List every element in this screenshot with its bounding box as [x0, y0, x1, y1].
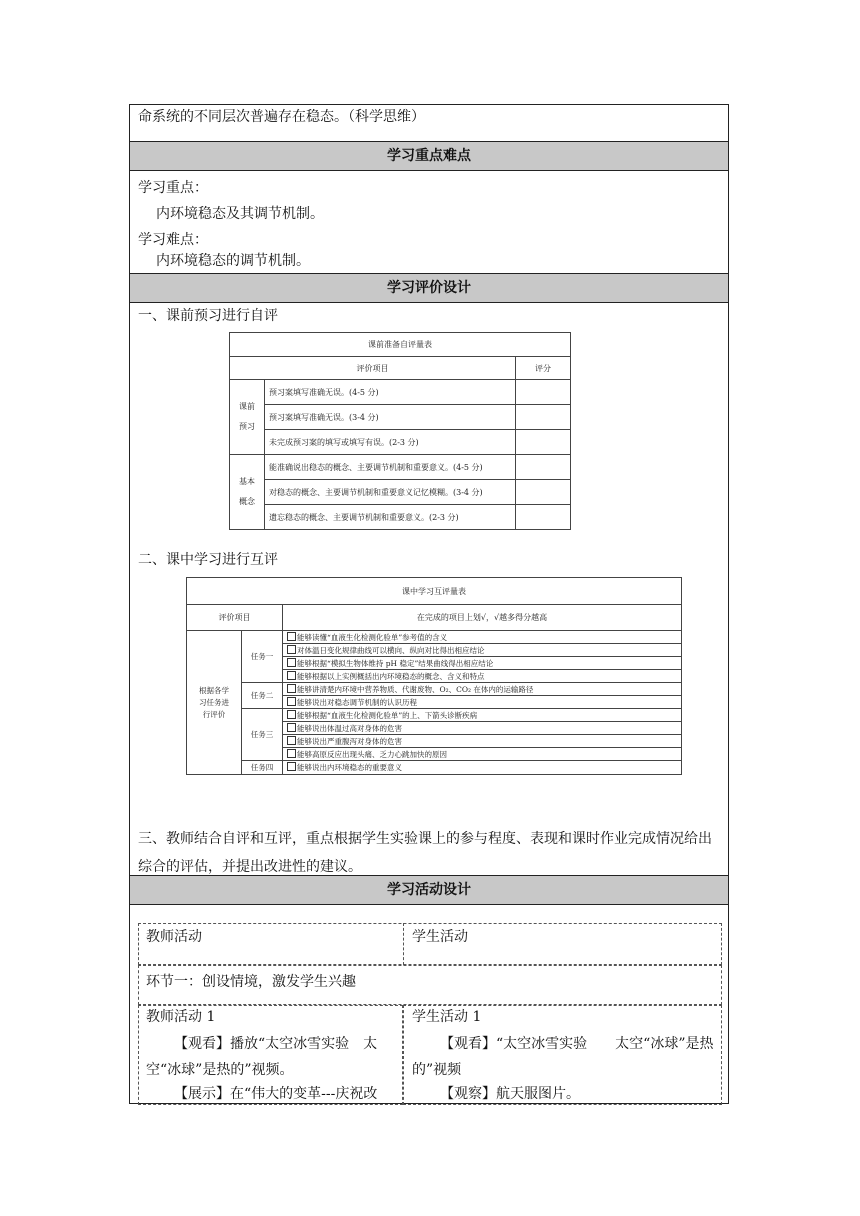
difficulty-label: 学习难点： — [138, 232, 208, 248]
continuation-text: 命系统的不同层次普遍存在稳态。（科学思维） — [138, 109, 425, 125]
checkbox-icon[interactable] — [287, 697, 296, 706]
task-item-text: 能够高原反应出现头痛、乏力心跳加快的原因 — [297, 749, 447, 759]
score-cell[interactable] — [516, 430, 571, 455]
task-item[interactable] — [283, 709, 682, 722]
score-cell[interactable] — [516, 405, 571, 430]
task-item[interactable] — [283, 735, 682, 748]
group-label-line: 基本 — [239, 477, 255, 486]
checkbox-icon[interactable] — [287, 658, 296, 667]
col-header-item: 评价项目 — [187, 605, 283, 631]
task-label: 任务四 — [242, 761, 283, 775]
task-item-text: 能够根据“血液生化检测化验单”的上、下箭头诊断疾病 — [297, 710, 478, 720]
student-activity-text: 【观看】“太空冰雪实验 太空“冰球”是热的”视频 — [412, 1036, 714, 1078]
self-eval-heading: 一、课前预习进行自评 — [138, 308, 278, 324]
task-item[interactable] — [283, 657, 682, 670]
peer-eval-table — [186, 577, 682, 775]
self-eval-table — [229, 332, 571, 530]
score-cell[interactable] — [516, 455, 571, 480]
checkbox-icon[interactable] — [287, 684, 296, 693]
teacher-activity-text: 【展示】在“伟大的变革---庆祝改 — [174, 1086, 378, 1102]
task-item-text: 能够读懂“血液生化检测化验单”参考值的含义 — [297, 632, 448, 642]
group-label-line: 概念 — [239, 497, 255, 506]
task-item-text: 能够说出体温过高对身体的危害 — [297, 723, 402, 733]
checkbox-icon[interactable] — [287, 723, 296, 732]
section-header-evaluation: 学习评价设计 — [130, 273, 728, 303]
criterion-row: 预习案填写准确无误。(3-4 分) — [265, 405, 516, 430]
task-item-text: 对体温日变化规律曲线可以横向、纵向对比得出相应结论 — [297, 645, 485, 655]
side-label-line: 根据各学 — [199, 685, 229, 695]
student-activity-text: 【观察】航天服图片。 — [440, 1086, 580, 1102]
score-cell[interactable] — [516, 480, 571, 505]
checkbox-icon[interactable] — [287, 762, 296, 771]
criterion-row: 未完成预习案的填写或填写有误。(2-3 分) — [265, 430, 516, 455]
score-cell[interactable] — [516, 505, 571, 530]
task-item[interactable] — [283, 722, 682, 735]
checkbox-icon[interactable] — [287, 645, 296, 654]
checkbox-icon[interactable] — [287, 749, 296, 758]
group-label-line: 课前 — [239, 402, 255, 411]
checkbox-icon[interactable] — [287, 736, 296, 745]
checkbox-icon[interactable] — [287, 632, 296, 641]
checkbox-icon[interactable] — [287, 671, 296, 680]
checkbox-icon[interactable] — [287, 710, 296, 719]
criterion-row: 对稳态的概念、主要调节机制和重要意义记忆模糊。(3-4 分) — [265, 480, 516, 505]
criterion-row: 预习案填写准确无误。(4-5 分) — [265, 380, 516, 405]
side-label-line: 习任务进 — [199, 697, 229, 707]
task-label: 任务二 — [242, 683, 283, 709]
focus-text: 内环境稳态及其调节机制。 — [156, 206, 324, 222]
student-activity-title: 学生活动 1 — [412, 1009, 482, 1025]
focus-label: 学习重点： — [138, 180, 208, 196]
task-item[interactable] — [283, 670, 682, 683]
teacher-eval-paragraph: 三、教师结合自评和互评，重点根据学生实验课上的参与程度、表现和课时作业完成情况给出综合的评估，并提出改进性的建议。 — [138, 831, 712, 875]
lesson-plan-table — [129, 104, 729, 1104]
task-item[interactable] — [283, 644, 682, 657]
task-label: 任务一 — [242, 631, 283, 683]
teacher-activity-title: 教师活动 1 — [146, 1009, 216, 1025]
side-label-line: 行评价 — [202, 709, 226, 719]
group-label-concept — [230, 455, 265, 530]
task-item[interactable] — [283, 761, 682, 775]
difficulty-text: 内环境稳态的调节机制。 — [156, 253, 310, 269]
peer-eval-title: 课中学习互评量表 — [187, 578, 682, 605]
task-item-text: 能够讲清楚内环境中营养物质、代谢废物、O₂、CO₂ 在体内的运输路径 — [297, 684, 534, 694]
group-label-line: 预习 — [239, 422, 255, 431]
criterion-row: 能准确说出稳态的概念、主要调节机制和重要意义。(4-5 分) — [265, 455, 516, 480]
student-column-header: 学生活动 — [412, 929, 468, 945]
group-label-preview — [230, 380, 265, 455]
col-header-desc: 在完成的项目上划√，√越多得分越高 — [283, 605, 682, 631]
section-header-activity: 学习活动设计 — [130, 875, 728, 905]
col-header-item: 评价项目 — [230, 357, 516, 380]
task-item[interactable] — [283, 631, 682, 644]
col-header-score: 评分 — [516, 357, 571, 380]
section-header-key-points: 学习重点难点 — [130, 141, 728, 171]
score-cell[interactable] — [516, 380, 571, 405]
criterion-row: 遗忘稳态的概念、主要调节机制和重要意义。(2-3 分) — [265, 505, 516, 530]
column-divider — [403, 923, 404, 965]
self-eval-title: 课前准备自评量表 — [230, 333, 571, 357]
task-item-text: 能够说出对稳态调节机制的认识历程 — [297, 697, 417, 707]
peer-eval-heading: 二、课中学习进行互评 — [138, 552, 278, 568]
task-item-text: 能够根据以上实例概括出内环境稳态的概念、含义和特点 — [297, 671, 485, 681]
peer-side-label — [187, 631, 242, 775]
task-item[interactable] — [283, 748, 682, 761]
task-item-text: 能够根据“模拟生物体维持 pH 稳定”结果曲线得出相应结论 — [297, 658, 494, 668]
task-item-text: 能够说出严重腹泻对身体的危害 — [297, 736, 402, 746]
task-label: 任务三 — [242, 709, 283, 761]
teacher-column-header: 教师活动 — [146, 929, 202, 945]
stage-title: 环节一：创设情境，激发学生兴趣 — [146, 974, 356, 990]
task-item[interactable] — [283, 696, 682, 709]
task-item-text: 能够说出内环境稳态的重要意义 — [297, 763, 402, 772]
teacher-activity-text: 【观看】播放“太空冰雪实验 太空“冰球”是热的”视频。 — [146, 1036, 378, 1078]
task-item[interactable] — [283, 683, 682, 696]
